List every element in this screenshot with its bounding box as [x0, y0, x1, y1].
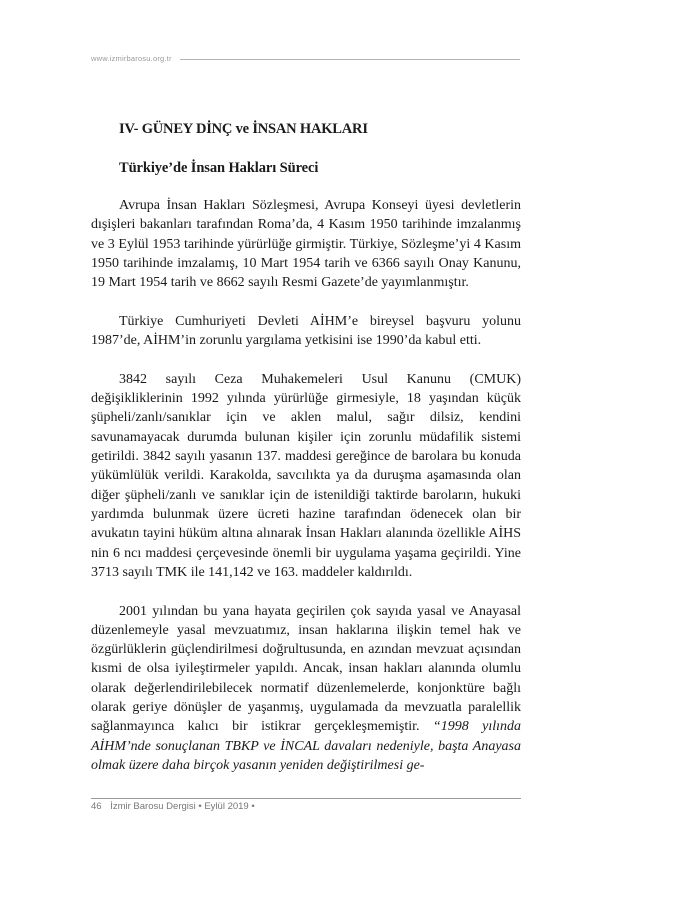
- article-body: [91, 196, 521, 795]
- paragraph: Avrupa İnsan Hakları Sözleşmesi, Avrupa Konseyi üyesi devletlerin dışişleri bakanları tarafından Roma’da, 4 Kasım 1950 tarihinde imzalanmış ve 3 Eylül 1953 tarihinde yürürlüğe girmiştir. Türkiye, Sözleşme’yi 4 Kasım 1950 tarihinde imzalamış, 10 Mart 1954 tarih ve 6366 sayılı Onay Kanunu, 19 Mart 1954 tarih ve 8662 sayılı Resmi Gazete’de yayımlanmıştır.: [91, 198, 521, 291]
- paragraph: Türkiye Cumhuriyeti Devleti AİHM’e bireysel başvuru yolunu 1987’de, AİHM’in zorunlu yargılama yetkisini ise 1990’da kabul etti.: [91, 313, 521, 349]
- footer-rule: [91, 798, 521, 799]
- publication-name: İzmir Barosu Dergisi • Eylül 2019 •: [110, 801, 255, 812]
- paragraph-text: 2001 yılından bu yana hayata geçirilen çok sayıda yasal ve Anayasal düzenlemeyle yasal mevzuatımız, insan haklarına ilişkin temel hak ve özgürlüklerin güçlendirilmesi doğrultusunda, en azından mevzuat açısından kısmi de olsa iyileştirmeler yapıldı. Ancak, insan hakları alanında olumlu olarak değerlendirilebilecek normatif düzenlemelerde, konjonktüre bağlı olarak geriye dönüşler de yaşanmış, uygulamada da mevzuatla paralellik sağlanmayınca kalıcı bir istikrar gerçekleşmemiştir.: [91, 603, 521, 735]
- site-url: www.izmirbarosu.org.tr: [91, 54, 172, 63]
- paragraph: [91, 602, 521, 776]
- paragraph: 3842 sayılı Ceza Muhakemeleri Usul Kanunu (CMUK) değişikliklerinin 1992 yılında yürürlüğe girmesiyle, 18 yaşından küçük şüpheli/zanlı/sanıklar için ve aklen malul, sağır dilsiz, kendini savunamayacak durumda bulunan kişiler için zorunlu müdafilik sistemi getirildi. 3842 sayılı yasanın 137. maddesi gereğince de barolara bu konuda yükümlülük verildi. Karakolda, savcılıkta ya da duruşma aşamasında olan diğer şüpheli/zanlı ve sanıklar için de istenildiği taktirde baroların, hukuki yardımda bulunmak üzere ücreti hazine tarafından ödenecek olan bir avukatın tayini hüküm altına alınarak İnsan Hakları alanında özellikle AİHS nin 6 ncı maddesi çerçevesinde önemli bir uygulama yaşama geçirildi. Yine 3713 sayılı TMK ile 141,142 ve 163. maddeler kaldırıldı.: [91, 371, 521, 580]
- section-heading: IV- GÜNEY DİNÇ ve İNSAN HAKLARI: [119, 121, 368, 137]
- footer: [91, 801, 255, 812]
- header-rule: [180, 59, 520, 60]
- italic-quote: “1998 yılında AİHM’nde sonuçlanan TBKP ve İNCAL davaları nedeniyle, başta Anayasa olmak üzere daha birçok yasanın yeniden değiştirilmesi ge-: [91, 719, 522, 773]
- sub-heading: Türkiye’de İnsan Hakları Süreci: [119, 160, 319, 176]
- page-number: 46: [91, 801, 102, 812]
